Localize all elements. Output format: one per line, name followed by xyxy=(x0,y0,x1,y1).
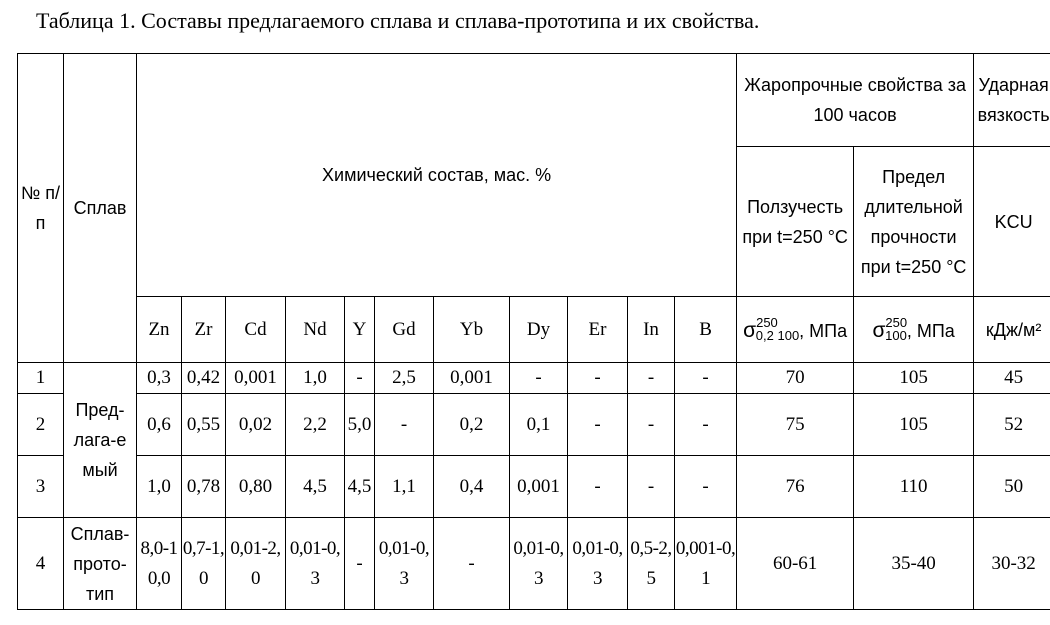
table-row xyxy=(18,456,1050,518)
cell-creep: 70 xyxy=(737,363,854,394)
element-er: Er xyxy=(568,297,628,363)
cell-zn: 0,6 xyxy=(137,394,182,456)
cell-kcu: 50 xyxy=(974,456,1050,518)
group-proposed-label: Пред-лага-емый xyxy=(72,395,128,485)
row-number: 1 xyxy=(18,363,64,394)
cell-cd: 0,001 xyxy=(226,363,286,394)
cell-zr: 0,7-1,0 xyxy=(182,518,226,610)
cell-yb: 0,2 xyxy=(434,394,510,456)
header-kcu: KCU xyxy=(974,147,1050,297)
cell-er: 0,01-0,3 xyxy=(568,518,628,610)
element-gd: Gd xyxy=(375,297,434,363)
element-dy: Dy xyxy=(510,297,568,363)
cell-zn: 1,0 xyxy=(137,456,182,518)
element-zr: Zr xyxy=(182,297,226,363)
element-in: In xyxy=(628,297,675,363)
creep-unit-cell xyxy=(737,297,854,363)
cell-b: 0,001-0,1 xyxy=(675,518,737,610)
header-heat-resistance: Жаропрочные свойства за 100 часов xyxy=(737,54,974,147)
properties-table xyxy=(17,53,1050,610)
cell-zr: 0,78 xyxy=(182,456,226,518)
cell-nd: 4,5 xyxy=(286,456,345,518)
cell-cd: 0,80 xyxy=(226,456,286,518)
cell-kcu: 45 xyxy=(974,363,1050,394)
cell-nd: 0,01-0,3 xyxy=(286,518,345,610)
cell-creep: 75 xyxy=(737,394,854,456)
cell-b: - xyxy=(675,394,737,456)
creep-superscript: 250 xyxy=(756,315,778,330)
cell-dy: 0,1 xyxy=(510,394,568,456)
table-row xyxy=(18,394,1050,456)
header-num: № п/п xyxy=(18,54,64,363)
element-cd: Cd xyxy=(226,297,286,363)
cell-kcu: 52 xyxy=(974,394,1050,456)
table-row xyxy=(18,518,1050,610)
cell-y: - xyxy=(345,518,375,610)
cell-zr: 0,55 xyxy=(182,394,226,456)
cell-in: - xyxy=(628,394,675,456)
creep-unit: , МПа xyxy=(799,321,847,341)
cell-nd: 1,0 xyxy=(286,363,345,394)
strength-symbol: σ xyxy=(872,319,885,342)
cell-y: 5,0 xyxy=(345,394,375,456)
cell-creep: 76 xyxy=(737,456,854,518)
element-yb: Yb xyxy=(434,297,510,363)
header-chemical-composition: Химический состав, мас. % xyxy=(137,54,737,297)
cell-zn: 8,0-10,0 xyxy=(137,518,182,610)
header-row-1 xyxy=(18,54,1050,147)
cell-gd: 0,01-0,3 xyxy=(375,518,434,610)
element-b: B xyxy=(675,297,737,363)
cell-yb: 0,4 xyxy=(434,456,510,518)
cell-strength: 105 xyxy=(854,363,974,394)
cell-er: - xyxy=(568,456,628,518)
table-caption: Таблица 1. Составы предлагаемого сплава и сплава-прототипа и их свойства. xyxy=(36,8,759,34)
cell-gd: 1,1 xyxy=(375,456,434,518)
cell-strength: 110 xyxy=(854,456,974,518)
cell-yb: - xyxy=(434,518,510,610)
cell-yb: 0,001 xyxy=(434,363,510,394)
cell-b: - xyxy=(675,363,737,394)
cell-zn: 0,3 xyxy=(137,363,182,394)
cell-in: 0,5-2,5 xyxy=(628,518,675,610)
element-y: Y xyxy=(345,297,375,363)
group-prototype xyxy=(64,518,137,610)
cell-er: - xyxy=(568,394,628,456)
row-number: 4 xyxy=(18,518,64,610)
element-zn: Zn xyxy=(137,297,182,363)
strength-unit: , МПа xyxy=(907,321,955,341)
header-impact-strength: Ударная вязкость xyxy=(974,54,1050,147)
cell-b: - xyxy=(675,456,737,518)
impact-unit: кДж/м² xyxy=(974,297,1050,363)
strength-superscript: 250 xyxy=(885,315,907,330)
cell-kcu: 30-32 xyxy=(974,518,1050,610)
strength-subscript: 100 xyxy=(885,328,907,343)
header-creep: Ползучесть при t=250 °C xyxy=(737,147,854,297)
element-nd: Nd xyxy=(286,297,345,363)
header-long-term-strength: Предел длительной прочности при t=250 °C xyxy=(854,147,974,297)
creep-symbol: σ xyxy=(743,319,756,342)
group-prototype-label: Сплав-прото-тип xyxy=(70,519,130,609)
header-row-elements xyxy=(18,297,1050,363)
cell-gd: - xyxy=(375,394,434,456)
cell-gd: 2,5 xyxy=(375,363,434,394)
table-row xyxy=(18,363,1050,394)
cell-cd: 0,02 xyxy=(226,394,286,456)
cell-y: 4,5 xyxy=(345,456,375,518)
row-number: 2 xyxy=(18,394,64,456)
cell-dy: 0,01-0,3 xyxy=(510,518,568,610)
cell-in: - xyxy=(628,363,675,394)
row-number: 3 xyxy=(18,456,64,518)
cell-strength: 35-40 xyxy=(854,518,974,610)
creep-subscript: 0,2 100 xyxy=(756,328,799,343)
cell-er: - xyxy=(568,363,628,394)
cell-creep: 60-61 xyxy=(737,518,854,610)
cell-zr: 0,42 xyxy=(182,363,226,394)
cell-strength: 105 xyxy=(854,394,974,456)
cell-dy: - xyxy=(510,363,568,394)
cell-nd: 2,2 xyxy=(286,394,345,456)
header-alloy: Сплав xyxy=(64,54,137,363)
cell-dy: 0,001 xyxy=(510,456,568,518)
cell-in: - xyxy=(628,456,675,518)
cell-cd: 0,01-2,0 xyxy=(226,518,286,610)
cell-y: - xyxy=(345,363,375,394)
strength-unit-cell xyxy=(854,297,974,363)
group-proposed xyxy=(64,363,137,518)
